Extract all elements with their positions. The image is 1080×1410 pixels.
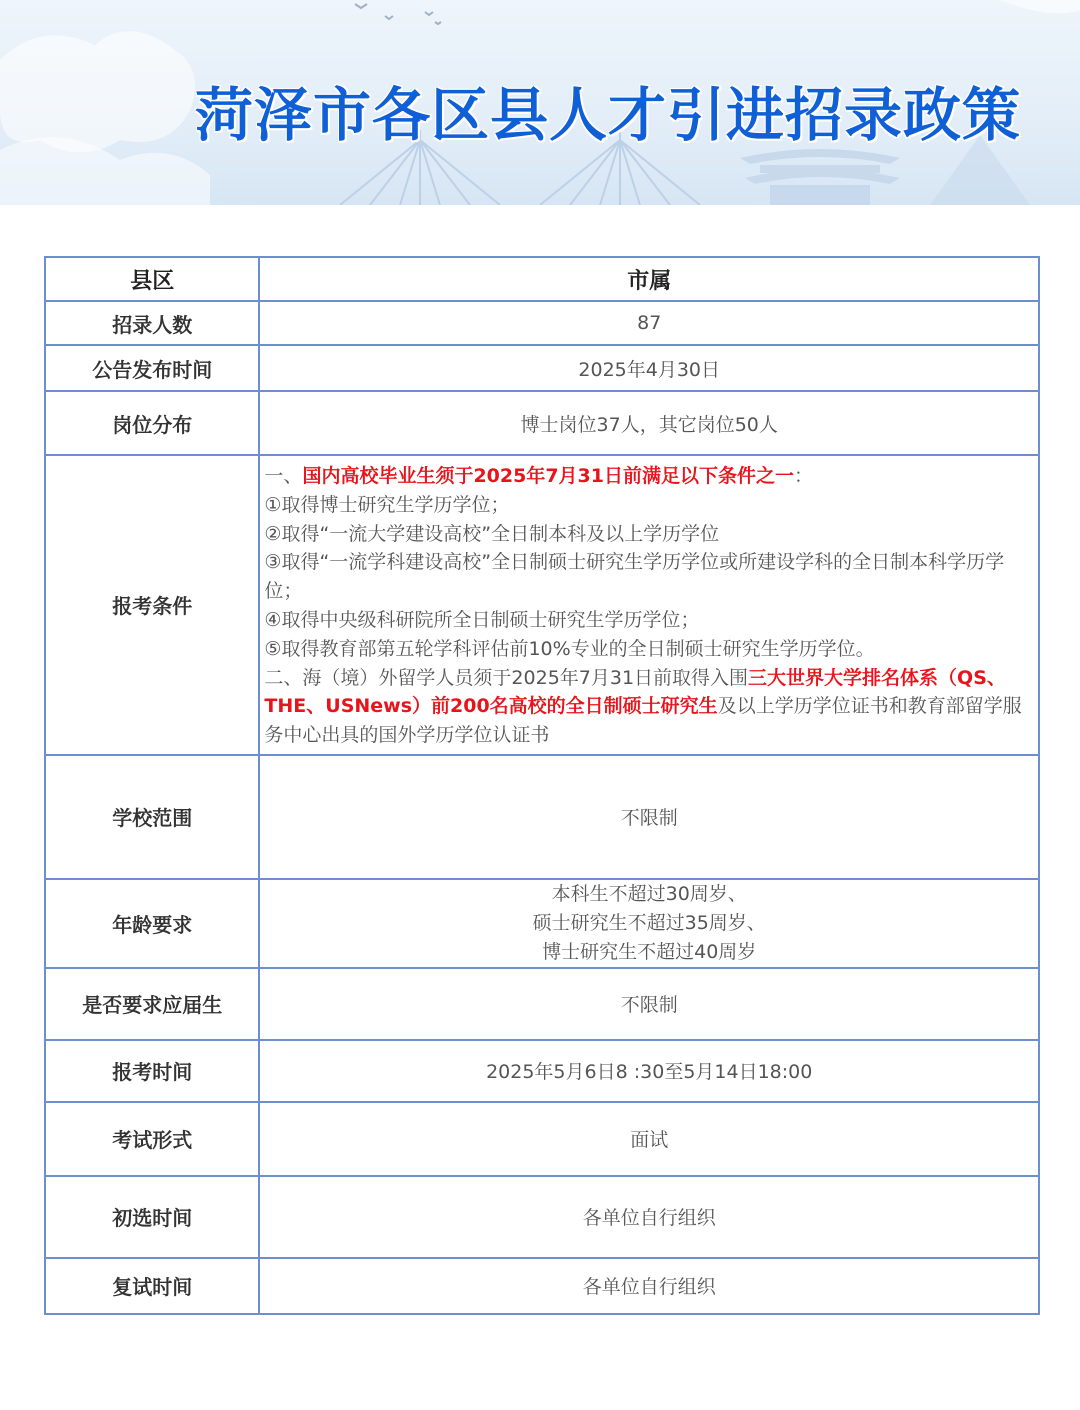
table-header-row (45, 257, 1039, 301)
row-value-announce: 2025年4月30日 (259, 345, 1039, 391)
table-row (45, 455, 1039, 755)
row-value-exam-form: 面试 (259, 1102, 1039, 1176)
row-value-conditions (259, 455, 1039, 755)
row-value-positions: 博士岗位37人，其它岗位50人 (259, 391, 1039, 455)
table-row (45, 1102, 1039, 1176)
table-row (45, 1040, 1039, 1102)
row-label-count: 招录人数 (45, 301, 259, 345)
table-row (45, 968, 1039, 1040)
header-county: 县区 (45, 257, 259, 301)
condition-item-2: ②取得“一流大学建设高校”全日制本科及以上学历学位 (264, 522, 720, 545)
header-banner (0, 0, 1080, 205)
row-label-apply-time: 报考时间 (45, 1040, 259, 1102)
table-row (45, 879, 1039, 968)
row-label-announce: 公告发布时间 (45, 345, 259, 391)
row-value-prelim: 各单位自行组织 (259, 1176, 1039, 1258)
row-label-retest: 复试时间 (45, 1258, 259, 1314)
table-row (45, 301, 1039, 345)
row-label-conditions: 报考条件 (45, 455, 259, 755)
row-value-retest: 各单位自行组织 (259, 1258, 1039, 1314)
condition-s1-prefix: 一、 (264, 465, 303, 487)
row-value-apply-time: 2025年5月6日8 :30至5月14日18:00 (259, 1040, 1039, 1102)
row-label-positions: 岗位分布 (45, 391, 259, 455)
condition-s2-highlight: 三大世界大学排名体系（QS、THE、USNews）前200名高校的全日制硕士研究生 (264, 666, 1006, 718)
condition-s2-prefix: 二、海（境）外留学人员须于2025年7月31日前取得入围 (264, 666, 749, 689)
condition-s1-suffix: ： (793, 465, 813, 487)
age-line-2: 硕士研究生不超过35周岁、 (532, 911, 766, 934)
condition-section-2 (264, 664, 1034, 750)
table-row (45, 345, 1039, 391)
table-row (45, 391, 1039, 455)
table-row (45, 755, 1039, 879)
row-label-school: 学校范围 (45, 755, 259, 879)
condition-item-3: ③取得“一流学科建设高校”全日制硕士研究生学历学位或所建设学科的全日制本科学历学位； (264, 551, 1005, 603)
row-label-prelim: 初选时间 (45, 1176, 259, 1258)
condition-section-1 (264, 462, 1034, 491)
condition-item-4: ④取得中央级科研院所全日制硕士研究生学历学位； (264, 608, 700, 631)
condition-s2-suffix: 及以上学历学位证书和教育部留学服务中心出具的国外学历学位认证书 (264, 695, 1022, 747)
row-value-age (259, 879, 1039, 968)
table-row (45, 1258, 1039, 1314)
header-city: 市属 (259, 257, 1039, 301)
page-title: 菏泽市各区县人才引进招录政策 (195, 81, 1022, 149)
row-value-fresh: 不限制 (259, 968, 1039, 1040)
age-line-1: 本科生不超过30周岁、 (551, 882, 747, 905)
policy-table (44, 256, 1040, 1315)
row-value-count: 87 (259, 301, 1039, 345)
condition-item-5: ⑤取得教育部第五轮学科评估前10%专业的全日制硕士研究生学历学位。 (264, 637, 875, 660)
row-label-exam-form: 考试形式 (45, 1102, 259, 1176)
row-label-fresh: 是否要求应届生 (45, 968, 259, 1040)
table-row (45, 1176, 1039, 1258)
row-label-age: 年龄要求 (45, 879, 259, 968)
condition-item-1: ①取得博士研究生学历学位； (264, 493, 510, 516)
age-line-3: 博士研究生不超过40周岁 (542, 940, 757, 963)
row-value-school: 不限制 (259, 755, 1039, 879)
condition-s1-highlight: 国内高校毕业生须于2025年7月31日前满足以下条件之一 (302, 465, 794, 487)
